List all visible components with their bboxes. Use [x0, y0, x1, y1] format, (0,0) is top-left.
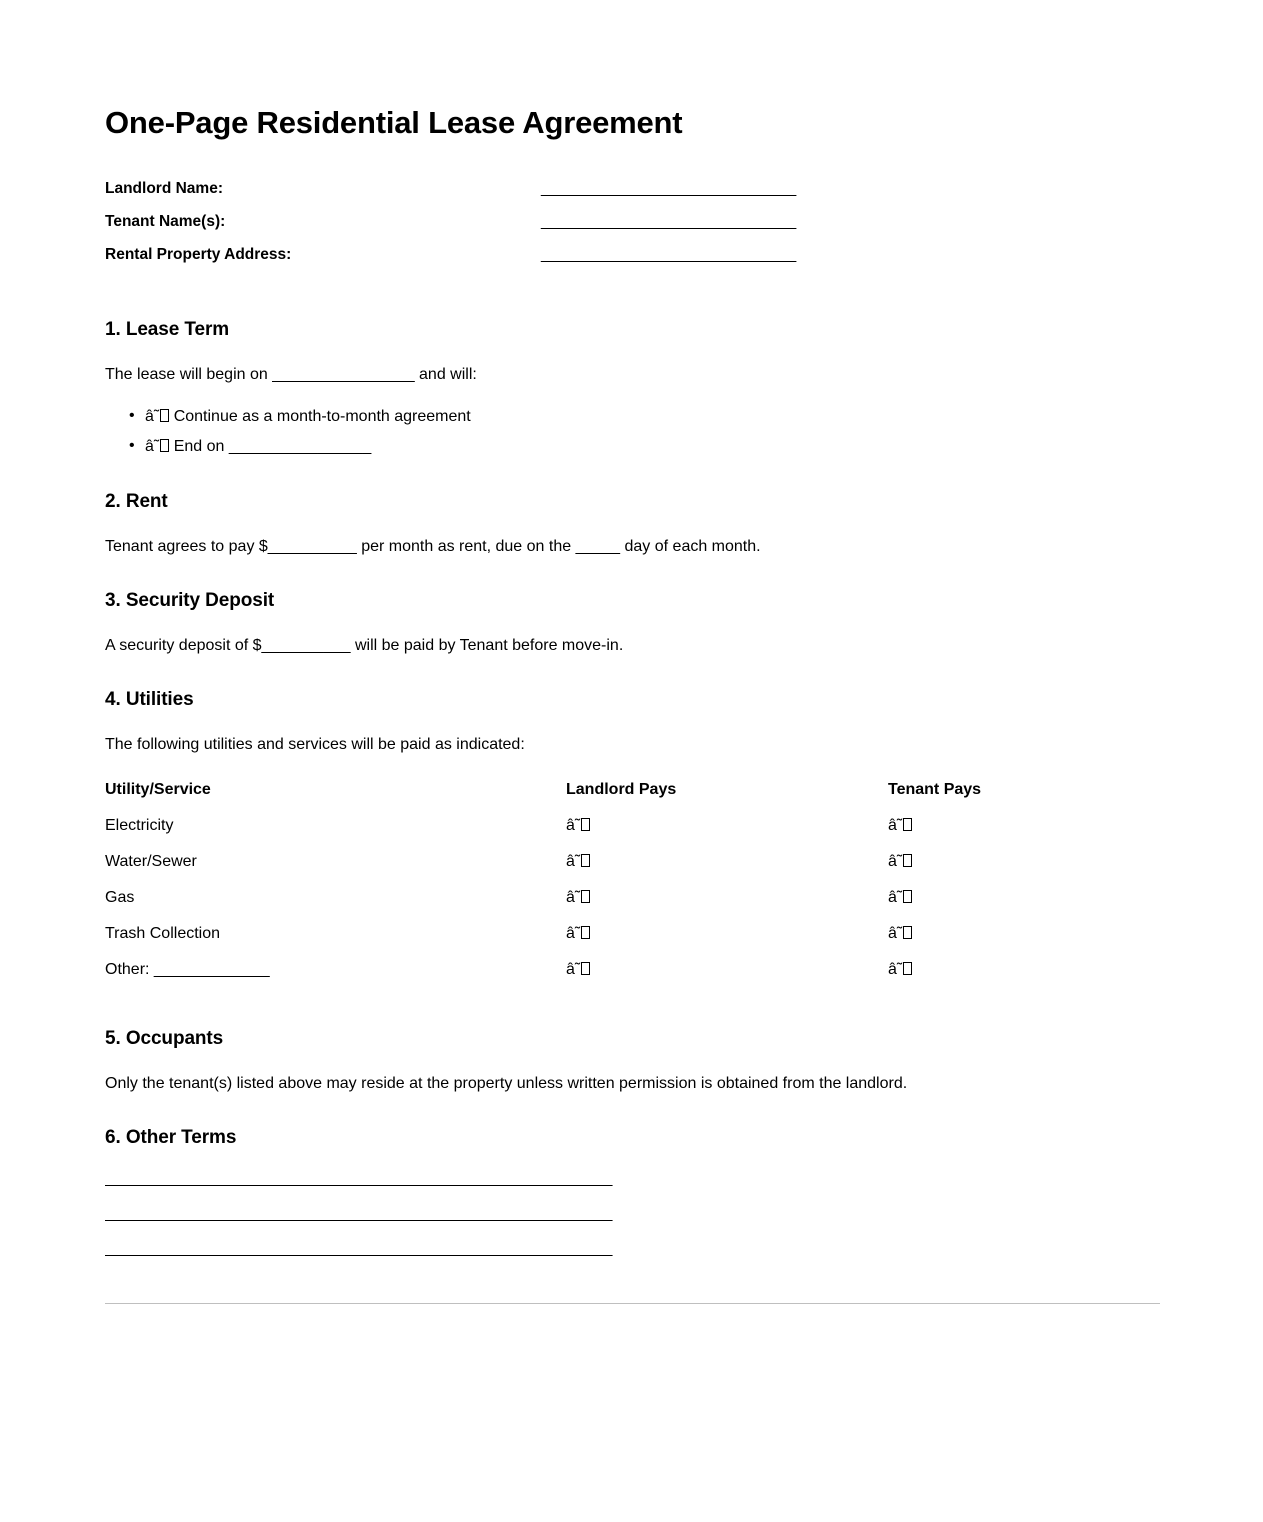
utility-service-name: Electricity: [105, 817, 174, 835]
section-heading-occupants: 5. Occupants: [105, 1028, 224, 1050]
tenant-pays-cell[interactable]: [888, 815, 1160, 851]
section-other-terms: [105, 1127, 1160, 1276]
section-lease-term: [105, 319, 1160, 461]
tenant-pays-cell[interactable]: [888, 959, 1160, 995]
other-terms-line[interactable]: ____________________________________________________________: [105, 1206, 612, 1223]
utilities-table: [105, 780, 1160, 995]
ballot-box-icon[interactable]: â˜: [888, 925, 912, 942]
utility-service-name: Gas: [105, 889, 135, 907]
ballot-box-icon[interactable]: â˜: [566, 889, 590, 906]
landlord-name-label: Landlord Name:: [105, 179, 223, 197]
lease-term-option-label: End on ________________: [173, 438, 372, 456]
tenant-pays-cell[interactable]: [888, 851, 1160, 887]
ballot-box-icon[interactable]: â˜: [566, 925, 590, 942]
rental-property-address-label: Rental Property Address:: [105, 245, 292, 263]
security-deposit-text: A security deposit of $__________ will be paid by Tenant before move-in.: [105, 637, 624, 655]
lease-term-intro-text: The lease will begin on ________________ and will:: [105, 365, 477, 383]
landlord-name-row: [105, 180, 1160, 213]
landlord-pays-cell[interactable]: [566, 851, 888, 887]
tenant-pays-cell[interactable]: [888, 887, 1160, 923]
landlord-name-fill-line[interactable]: _______________________________: [541, 179, 796, 197]
footer-divider: [105, 1303, 1160, 1304]
table-header-row: [105, 780, 1160, 815]
section-heading-rent: 2. Rent: [105, 491, 168, 513]
section-occupants: [105, 1028, 1160, 1096]
utilities-table-body: [105, 815, 1160, 995]
ballot-box-icon[interactable]: â˜: [888, 889, 912, 906]
table-row: [105, 887, 1160, 923]
ballot-box-icon[interactable]: â˜: [566, 853, 590, 870]
tenant-name-fill-line[interactable]: _______________________________: [541, 212, 796, 230]
tenant-name-label: Tenant Name(s):: [105, 212, 226, 230]
table-row: [105, 851, 1160, 887]
landlord-pays-cell[interactable]: [566, 815, 888, 851]
ballot-box-icon[interactable]: â˜: [888, 961, 912, 978]
section-security-deposit: [105, 590, 1160, 658]
section-heading-security-deposit: 3. Security Deposit: [105, 590, 275, 612]
page-title: One-Page Residential Lease Agreement: [105, 105, 683, 140]
landlord-pays-cell[interactable]: [566, 887, 888, 923]
table-row: [105, 959, 1160, 995]
table-row: [105, 815, 1160, 851]
occupants-text: Only the tenant(s) listed above may reside at the property unless written permission is obtained from the landlord.: [105, 1075, 908, 1093]
ballot-box-icon[interactable]: â˜: [888, 817, 912, 834]
section-heading-other-terms: 6. Other Terms: [105, 1127, 237, 1149]
other-terms-line[interactable]: ____________________________________________________________: [105, 1171, 612, 1188]
utility-service-other-fill-line[interactable]: Other: _____________: [105, 961, 270, 979]
list-item[interactable]: [105, 405, 1160, 430]
lease-term-options-list: [105, 405, 1160, 461]
lease-term-option-label: Continue as a month-to-month agreement: [173, 407, 471, 425]
utility-service-name: Water/Sewer: [105, 853, 197, 871]
utilities-table-header: [105, 780, 1160, 815]
ballot-box-icon[interactable]: â˜: [145, 438, 169, 455]
rental-property-address-fill-line[interactable]: _______________________________: [541, 245, 796, 263]
tenant-name-row: [105, 213, 1160, 246]
column-header-landlord-pays: Landlord Pays: [566, 781, 677, 799]
landlord-pays-cell[interactable]: [566, 923, 888, 959]
utility-service-name: Trash Collection: [105, 925, 221, 943]
list-item[interactable]: [105, 435, 1160, 460]
party-information-block: [105, 180, 1160, 279]
ballot-box-icon[interactable]: â˜: [145, 408, 169, 425]
other-terms-line[interactable]: ____________________________________________________________: [105, 1241, 612, 1258]
column-header-tenant-pays: Tenant Pays: [888, 781, 982, 799]
section-heading-lease-term: 1. Lease Term: [105, 318, 230, 340]
ballot-box-icon[interactable]: â˜: [566, 961, 590, 978]
other-terms-write-in-area: [105, 1171, 1160, 1276]
column-header-utility-service: Utility/Service: [105, 781, 211, 799]
section-utilities: [105, 689, 1160, 995]
rental-property-address-row: [105, 246, 1160, 279]
section-rent: [105, 491, 1160, 559]
table-row: [105, 923, 1160, 959]
ballot-box-icon[interactable]: â˜: [888, 853, 912, 870]
tenant-pays-cell[interactable]: [888, 923, 1160, 959]
rent-text: Tenant agrees to pay $__________ per month as rent, due on the _____ day of each month.: [105, 538, 761, 556]
landlord-pays-cell[interactable]: [566, 959, 888, 995]
utilities-intro-text: The following utilities and services will be paid as indicated:: [105, 736, 525, 754]
ballot-box-icon[interactable]: â˜: [566, 817, 590, 834]
section-heading-utilities: 4. Utilities: [105, 689, 194, 711]
